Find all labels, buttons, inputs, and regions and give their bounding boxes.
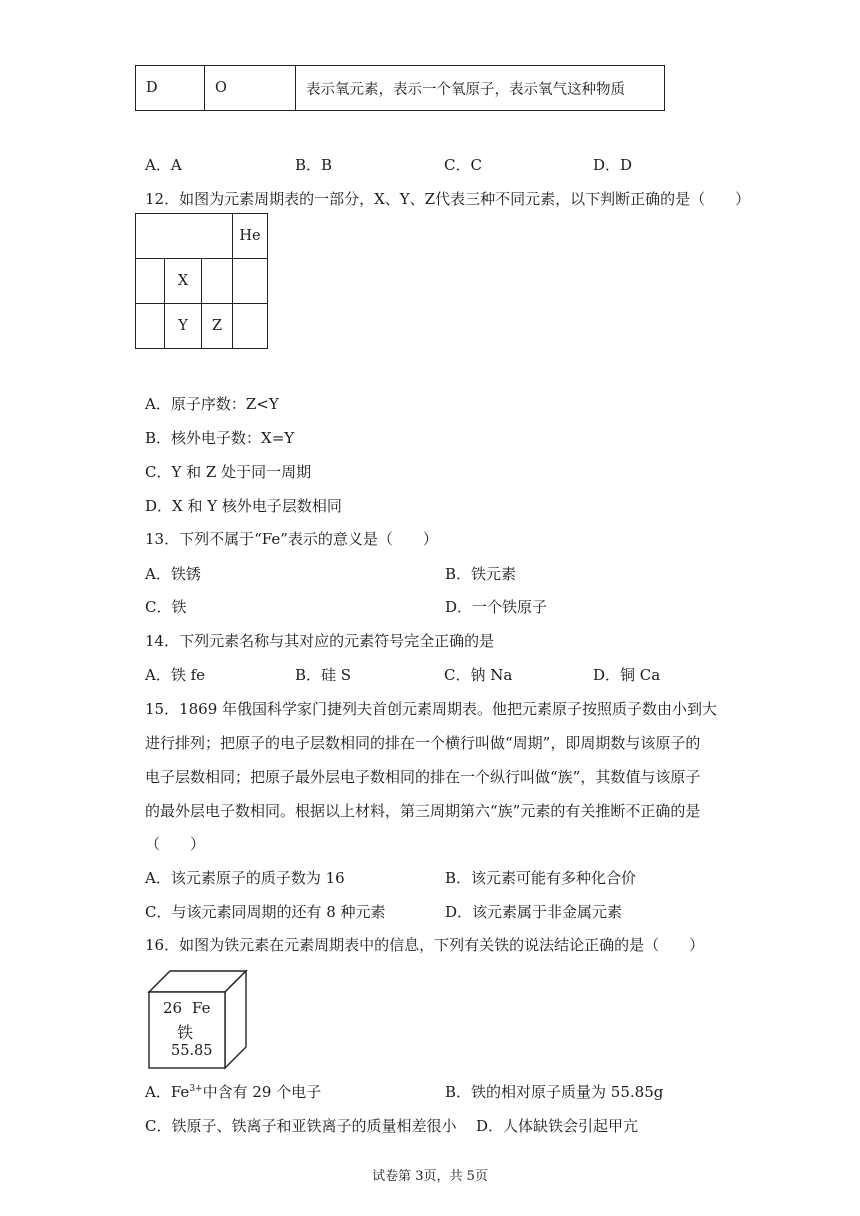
q12-blank-cell bbox=[136, 304, 165, 349]
q12-option-b: B．核外电子数：X=Y bbox=[145, 429, 295, 447]
q15-stem-line: 的最外层电子数相同。根据以上材料，第三周期第六“族”元素的有关推断不正确的是 bbox=[145, 802, 701, 820]
q12-cell-he: He bbox=[233, 214, 268, 259]
q13-option-c: C．铁 bbox=[145, 598, 187, 616]
q15-stem-line: 电子层数相同；把原子最外层电子数相同的排在一个纵行叫做“族”，其数值与该原子 bbox=[145, 768, 701, 786]
q14-option-a: A．铁 fe bbox=[145, 666, 206, 684]
q15-option-b: B．该元素可能有多种化合价 bbox=[445, 869, 637, 887]
q12-cell-x: X bbox=[165, 259, 202, 304]
q13-stem: 13．下列不属于“Fe”表示的意义是（ ） bbox=[145, 530, 438, 548]
q15-stem-line: 进行排列；把原子的电子层数相同的排在一个横行叫做“周期”，即周期数与该原子的 bbox=[145, 734, 701, 752]
q16-iron-element-cube bbox=[146, 968, 250, 1070]
q15-option-a: A．该元素原子的质子数为 16 bbox=[145, 869, 345, 887]
q12-periodic-table bbox=[135, 213, 268, 349]
q11-option-b: B．B bbox=[295, 156, 333, 174]
q12-option-d: D．X 和 Y 核外电子层数相同 bbox=[145, 497, 342, 515]
q11-option-a: A．A bbox=[145, 156, 182, 174]
q12-blank-cell bbox=[233, 304, 268, 349]
q11-option-d: D．D bbox=[593, 156, 633, 174]
q15-option-d: D．该元素属于非金属元素 bbox=[445, 903, 623, 921]
q12-empty-cell bbox=[136, 214, 233, 259]
q14-stem: 14．下列元素名称与其对应的元素符号完全正确的是 bbox=[145, 632, 495, 650]
q13-option-a: A．铁锈 bbox=[145, 565, 201, 583]
q16-option-a: A．$Fe^{3+}$中含有 29 个电子 bbox=[145, 1083, 322, 1101]
q11-symbol-cell: O bbox=[205, 66, 296, 111]
q14-option-c: C．钠 Na bbox=[444, 666, 513, 684]
q12-cell-z: Z bbox=[202, 304, 233, 349]
q15-stem-line: （ ） bbox=[145, 835, 206, 853]
q12-option-a: A．原子序数：Z<Y bbox=[145, 395, 279, 413]
q12-blank-cell bbox=[233, 259, 268, 304]
q13-option-d: D．一个铁原子 bbox=[445, 598, 548, 616]
q16-cube-atomic-number: 26 bbox=[163, 999, 183, 1017]
q16-cube-symbol: Fe bbox=[192, 999, 211, 1017]
q14-option-b: B．硅 S bbox=[295, 666, 352, 684]
q16-cube-name: 铁 bbox=[177, 1023, 194, 1042]
q12-option-c: C．Y 和 Z 处于同一周期 bbox=[145, 463, 312, 481]
q12-cell-y: Y bbox=[165, 304, 202, 349]
q16-cube-atomic-mass: 55.85 bbox=[171, 1043, 213, 1059]
q16-option-c: C．铁原子、铁离子和亚铁离子的质量相差很小 bbox=[145, 1117, 457, 1135]
q11-letter-cell: D bbox=[136, 66, 205, 111]
q15-stem-line: 15．1869 年俄国科学家门捷列夫首创元素周期表。他把元素原子按照质子数由小到大 bbox=[145, 700, 718, 718]
q15-option-c: C．与该元素同周期的还有 8 种元素 bbox=[145, 903, 386, 921]
q12-stem: 12．如图为元素周期表的一部分，X、Y、Z代表三种不同元素，以下判断正确的是（ ） bbox=[145, 190, 751, 208]
q12-blank-cell bbox=[136, 259, 165, 304]
q16-option-b: B．铁的相对原子质量为 55.85g bbox=[445, 1083, 664, 1101]
q16-stem: 16．如图为铁元素在元素周期表中的信息，下列有关铁的说法结论正确的是（ ） bbox=[145, 936, 705, 954]
q14-option-d: D．铜 Ca bbox=[593, 666, 661, 684]
q11-option-c: C．C bbox=[444, 156, 482, 174]
q13-option-b: B．铁元素 bbox=[445, 565, 517, 583]
q11-meaning-cell: 表示氧元素，表示一个氧原子，表示氧气这种物质 bbox=[296, 66, 665, 111]
q12-blank-cell bbox=[202, 259, 233, 304]
q11-table bbox=[135, 65, 665, 111]
page-footer: 试卷第 3页，共 5页 bbox=[372, 1169, 488, 1184]
q16-option-d: D．人体缺铁会引起甲亢 bbox=[476, 1117, 639, 1135]
